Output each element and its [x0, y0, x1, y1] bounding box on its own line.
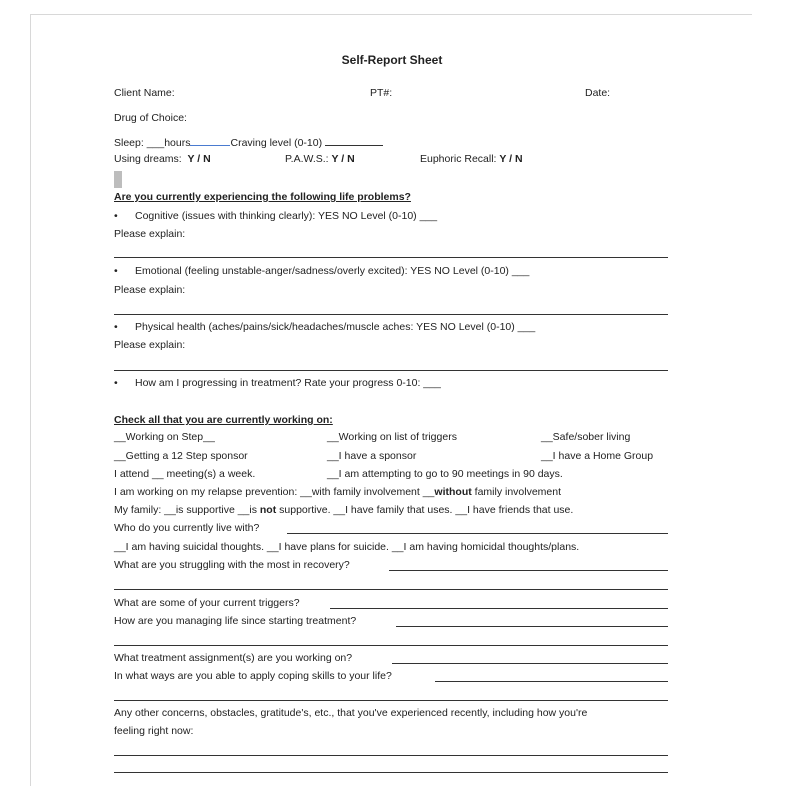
question-label: How are you managing life since starting treatment?	[114, 615, 357, 627]
progress-text: How am I progressing in treatment? Rate your progress 0-10: ___	[135, 377, 441, 389]
page-left-edge	[30, 14, 31, 786]
paws-row	[285, 152, 355, 166]
check-item[interactable]: __I have a sponsor	[327, 450, 417, 462]
problem-text: Physical health (aches/pains/sick/headaches/muscle aches: YES NO Level (0-10) ___	[135, 321, 536, 333]
answer-line[interactable]	[114, 700, 668, 701]
page-title: Self-Report Sheet	[341, 53, 443, 67]
other-concerns-label-2: feeling right now:	[114, 725, 194, 737]
problem-emotional: • Emotional (feeling unstable-anger/sadness/overly excited): YES NO Level (0-10) ___	[114, 265, 530, 277]
question-label: What treatment assignment(s) are you working on?	[114, 652, 353, 664]
check-item[interactable]: I attend __ meeting(s) a week.	[114, 468, 256, 480]
client-name-label: Client Name:	[114, 87, 175, 99]
question-label: What are some of your current triggers?	[114, 597, 300, 609]
drug-of-choice-label: Drug of Choice:	[114, 112, 187, 124]
relapse-text: family involvement	[471, 486, 562, 498]
recall-yn[interactable]: Y / N	[499, 153, 523, 165]
progress-rating: • How am I progressing in treatment? Rate your progress 0-10: ___	[114, 377, 441, 389]
question-field[interactable]	[389, 570, 668, 571]
live-with-label: Who do you currently live with?	[114, 522, 260, 534]
paws-label: P.A.W.S.:	[285, 153, 329, 165]
recall-row	[420, 152, 523, 166]
live-with-field[interactable]	[287, 533, 668, 534]
paws-yn[interactable]: Y / N	[331, 153, 355, 165]
family-row[interactable]	[114, 503, 573, 517]
check-item[interactable]: __Working on list of triggers	[327, 431, 457, 443]
question-field[interactable]	[330, 608, 668, 609]
problem-text: Cognitive (issues with thinking clearly): YES NO Level (0-10) ___	[135, 210, 438, 222]
sleep-row	[114, 135, 383, 150]
explain-label: Please explain:	[114, 339, 186, 351]
craving-field[interactable]	[325, 135, 383, 146]
answer-line[interactable]	[114, 257, 668, 258]
page-top-edge	[30, 14, 752, 15]
answer-line[interactable]	[114, 772, 668, 773]
answer-line[interactable]	[114, 755, 668, 756]
explain-label: Please explain:	[114, 284, 186, 296]
check-item[interactable]: __Safe/sober living	[541, 431, 631, 443]
safety-row[interactable]: __I am having suicidal thoughts. __I have plans for suicide. __I am having homicidal thoughts/plans.	[114, 541, 580, 553]
date-label: Date:	[585, 87, 611, 99]
check-item[interactable]: __I am attempting to go to 90 meetings in 90 days.	[327, 468, 563, 480]
problem-cognitive: • Cognitive (issues with thinking clearly): YES NO Level (0-10) ___	[114, 210, 438, 222]
problem-physical: • Physical health (aches/pains/sick/headaches/muscle aches: YES NO Level (0-10) ___	[114, 321, 536, 333]
other-concerns-label: Any other concerns, obstacles, gratitude's, etc., that you've experienced recently, including how you're	[114, 707, 588, 719]
explain-label: Please explain:	[114, 228, 186, 240]
dreams-row	[114, 152, 211, 166]
answer-line[interactable]	[114, 645, 668, 646]
check-item[interactable]: __I have a Home Group	[541, 450, 654, 462]
check-item[interactable]: __Working on Step__	[114, 431, 215, 443]
question-label: In what ways are you able to apply coping skills to your life?	[114, 670, 392, 682]
family-text: My family: __is supportive __is	[114, 504, 260, 516]
problem-text: Emotional (feeling unstable-anger/sadness/overly excited): YES NO Level (0-10) ___	[135, 265, 530, 277]
check-item[interactable]: __Getting a 12 Step sponsor	[114, 450, 248, 462]
question-field[interactable]	[396, 626, 668, 627]
sleep-label: Sleep: ___hours	[114, 137, 191, 149]
recall-label: Euphoric Recall:	[420, 153, 497, 165]
dreams-label: Using dreams:	[114, 153, 182, 165]
craving-label: Craving level (0-10)	[230, 137, 323, 149]
question-field[interactable]	[435, 681, 668, 682]
dreams-yn[interactable]: Y / N	[187, 153, 211, 165]
question-label: What are you struggling with the most in recovery?	[114, 559, 350, 571]
problems-heading: Are you currently experiencing the following life problems?	[114, 191, 411, 203]
answer-line[interactable]	[114, 589, 668, 590]
family-bold: not	[259, 504, 277, 516]
relapse-text: I am working on my relapse prevention: __with family involvement __	[114, 486, 435, 498]
question-field[interactable]	[392, 663, 668, 664]
answer-line[interactable]	[114, 314, 668, 315]
answer-line[interactable]	[114, 370, 668, 371]
family-text: supportive. __I have family that uses. __I have friends that use.	[276, 504, 574, 516]
sleep-field[interactable]	[190, 135, 230, 146]
pt-label: PT#:	[370, 87, 393, 99]
cursor-block	[114, 171, 122, 188]
relapse-row[interactable]	[114, 485, 561, 499]
checklist-heading: Check all that you are currently working on:	[114, 414, 333, 426]
relapse-bold: without	[434, 486, 472, 498]
